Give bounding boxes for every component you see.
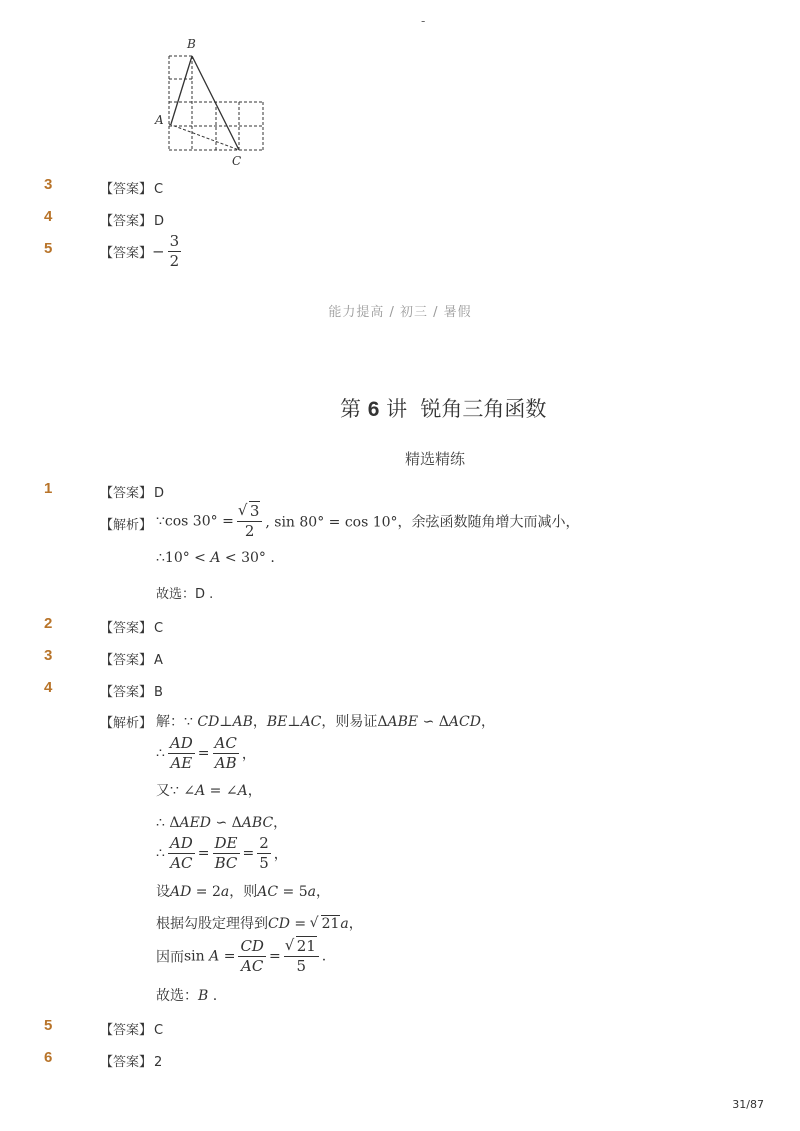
question-number: 6 xyxy=(44,1049,53,1066)
analysis-line: ∴10° < A < 30° . xyxy=(156,550,275,566)
analysis-line: ∴ ΔAED ∽ ΔABC， xyxy=(156,815,288,831)
analysis-line: 根据勾股定理得到CD = √ 21a， xyxy=(156,913,363,933)
answer-row: 【答案】 C xyxy=(100,621,164,636)
question-number: 3 xyxy=(44,647,53,664)
analysis-line: 又∵ ∠A = ∠A， xyxy=(156,783,262,799)
analysis-line: 解：∵ CD⊥AB，BE⊥AC，则易证ΔABE ∽ ΔACD， xyxy=(156,714,495,730)
analysis-tag: 【解析】 xyxy=(100,716,153,731)
answer-row: 【答案】− $\frac{3}{2}$ xyxy=(100,232,180,270)
answer-row: 【答案】 2 xyxy=(100,1055,163,1070)
analysis-line: ∴ $\frac{AD}{AE}$ = $\frac{AC}{AB}$ ， xyxy=(156,734,256,772)
question-number: 1 xyxy=(44,480,53,497)
label-a: A xyxy=(155,113,164,127)
answer-row: 【答案】 C xyxy=(100,182,164,197)
analysis-line: ∴ $\frac{AD}{AC}$ = $\frac{DE}{BC}$ = $\frac{2}{5}$ ， xyxy=(156,834,288,872)
analysis-line: 因而sin A = $\frac{CD}{AC}$ = √ $\frac{21}{5}$ . xyxy=(156,937,326,976)
question-number: 3 xyxy=(44,176,53,193)
analysis-line: ∵cos 30° = √ $\frac{3}{2}$ , sin 80° = cos 10°，余弦函数随角增大而减小， xyxy=(156,502,580,541)
answer-row: 【答案】 C xyxy=(100,1023,164,1038)
lecture-title: 第 6 讲 锐角三角函数 xyxy=(340,397,547,421)
question-number: 4 xyxy=(44,679,53,696)
analysis-line: 故选：B . xyxy=(156,988,218,1004)
analysis-line: 故选：D . xyxy=(156,587,214,602)
question-number: 4 xyxy=(44,208,53,225)
question-number: 2 xyxy=(44,615,53,632)
page-band: 能力提高 / 初三 / 暑假 xyxy=(328,305,472,320)
answer-row: 【答案】 A xyxy=(100,653,163,668)
analysis-tag: 【解析】 xyxy=(100,518,153,533)
page-number: 31/87 xyxy=(732,1098,764,1111)
question-number: 5 xyxy=(44,240,53,257)
section-title: 精选精练 xyxy=(405,450,466,468)
label-c: C xyxy=(232,154,242,168)
answer-row: 【答案】 B xyxy=(100,685,163,700)
answer-row: 【答案】 D xyxy=(100,486,165,501)
page-mark: - xyxy=(421,14,426,28)
label-b: B xyxy=(187,37,196,51)
analysis-line: 设AD = 2a，则AC = 5a， xyxy=(156,884,330,900)
question-number: 5 xyxy=(44,1017,53,1034)
triangle-grid-figure xyxy=(150,34,275,169)
answer-row: 【答案】 D xyxy=(100,214,165,229)
